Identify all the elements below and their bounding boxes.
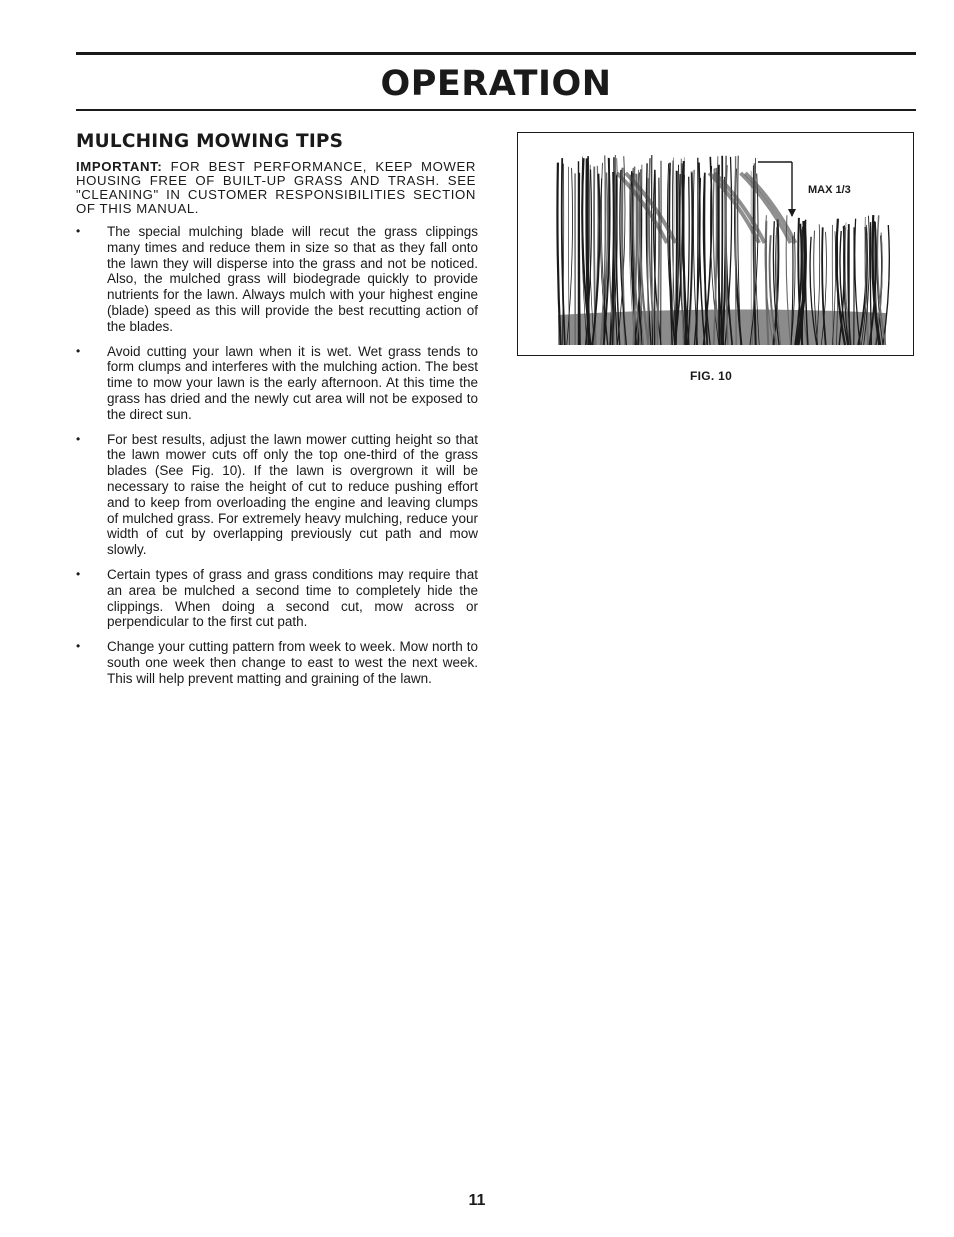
important-lead: IMPORTANT:	[76, 159, 163, 174]
list-item	[76, 224, 478, 335]
bullet-icon: •	[76, 639, 81, 654]
bullet-icon: •	[76, 431, 81, 446]
list-item	[76, 432, 478, 558]
important-notice	[76, 160, 476, 216]
tip-text: Avoid cutting your lawn when it is wet. Wet grass tends to form clumps and interferes with the mulching action. The best time to mow your lawn is the early afternoon. At this time the grass has dried and the newly cut area will not be exposed to the direct sun.	[107, 343, 478, 422]
title-bottom-rule	[76, 109, 916, 111]
bullet-icon: •	[76, 343, 81, 358]
top-rule	[76, 52, 916, 55]
page-title: OPERATION	[380, 64, 612, 104]
figure-caption: FIG. 10	[690, 369, 733, 383]
list-item	[76, 344, 478, 423]
bullet-icon: •	[76, 566, 81, 581]
tip-text: Change your cutting pattern from week to week. Mow north to south one week then change to east to west the next week. This will help prevent matting and graining of the lawn.	[107, 639, 478, 686]
tip-text: For best results, adjust the lawn mower cutting height so that the lawn mower cuts off only the top one-third of the grass blades (See Fig. 10). If the lawn is overgrown it will be necessary to raise the height of cut to reduce pushing effort and to keep from overloading the engine and leaving clumps of mulched grass. For extremely heavy mulching, reduce your width of cut by overlapping previously cut path and mow slowly.	[107, 431, 478, 558]
grass-illustration	[518, 133, 914, 356]
page-number: 11	[468, 1192, 486, 1209]
section-heading: MULCHING MOWING TIPS	[76, 131, 344, 152]
tips-list	[76, 224, 478, 696]
bullet-icon: •	[76, 224, 81, 238]
important-text: FOR BEST PERFORMANCE, KEEP MOWER HOUSING FREE OF BUILT-UP GRASS AND TRASH. SEE "CLEANING" IN CUSTOMER RESPONSIBILITIES SECTION OF THIS MANUAL.	[76, 159, 477, 216]
tip-text: Certain types of grass and grass conditions may require that an area be mulched a second time to completely hide the clippings. When doing a second cut, mow across or perpendicular to the first cut path.	[107, 566, 478, 630]
max-label: MAX 1/3	[808, 184, 851, 196]
list-item	[76, 567, 478, 630]
figure-10	[517, 132, 914, 356]
list-item	[76, 639, 478, 686]
tip-text: The special mulching blade will recut the grass clippings many times and reduce them in size so that as they fall onto the lawn they will disperse into the grass and not be noticed. Also, the mulched grass will biodegrade quickly to provide nutrients for the lawn. Always mulch with your highest engine (blade) speed as this will provide the best recutting action of the blades.	[107, 224, 478, 334]
